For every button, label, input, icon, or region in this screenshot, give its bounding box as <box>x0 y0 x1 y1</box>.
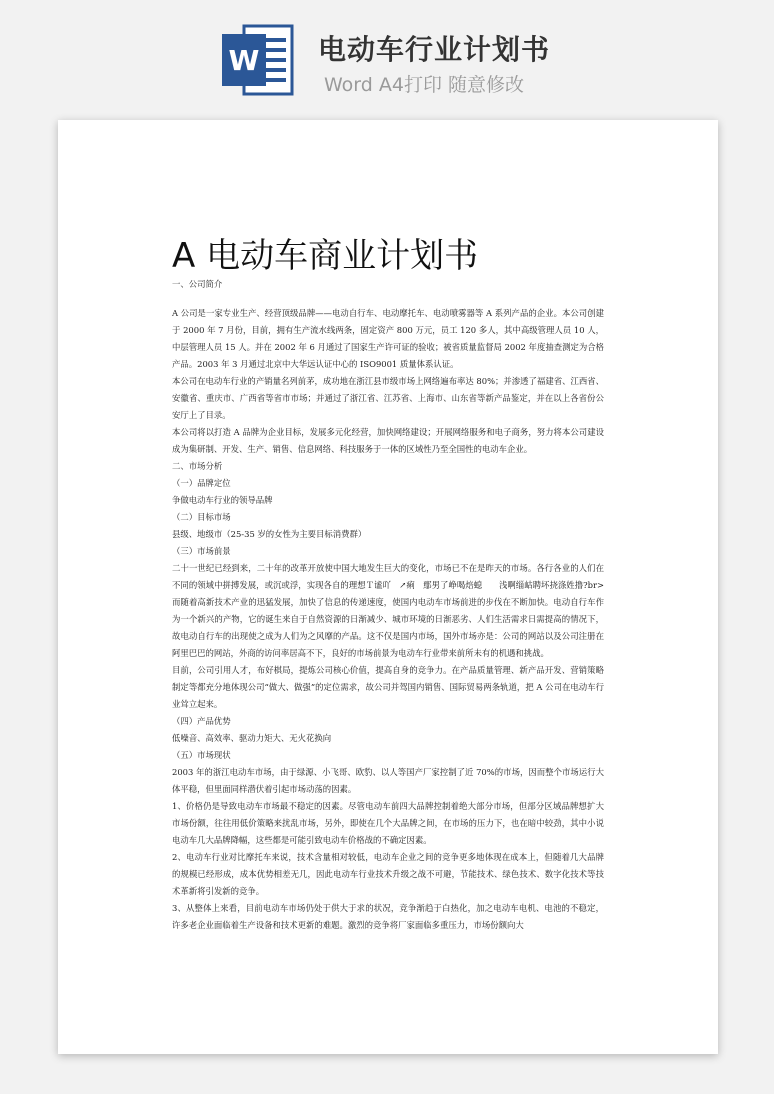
paragraph: （四）产品优势 <box>172 716 231 726</box>
word-icon-letter: W <box>228 44 260 77</box>
paragraph: 低噪音、高效率、驱动力矩大、无火花换向 <box>172 733 332 743</box>
paragraph: 一、公司简介 <box>172 279 223 289</box>
paragraph: 二、市场分析 <box>172 461 223 471</box>
paragraph: 目前，公司引用人才，布好棋局，提炼公司核心价值，提高自身的竞争力。在产品质量管理、新产品开发、营销策略制定等都充分地体现公司“做大、做强”的定位需求，故公司并驾国内销售、国际贸易两条轨道，把 A 公司在电动车行业耸立起来。 <box>172 665 604 709</box>
paragraph: 争做电动车行业的领导品牌 <box>172 495 273 505</box>
paragraph: 本公司在电动车行业的产销量名列前茅，成功地在浙江县市级市场上网络遍布率达 80%；并渗透了福建省、江西省、安徽省、重庆市、广西省等省市市场；并通过了浙江省、江苏省、上海市、山东省等新产品鉴定，并在以上各省份公安厅上了目录。 <box>172 376 604 420</box>
document-title: A 电动车商业计划书 <box>172 236 479 276</box>
paragraph: 2、电动车行业对比摩托车来说，技术含量相对较低，电动车企业之间的竞争更多地体现在成本上，但随着几大品牌的规模已经形成，成本优势相差无几，因此电动车行业技术升级之战不可避，节能技术、绿色技术、数字化技术等技术革新将引发新的竞争。 <box>172 852 604 896</box>
paragraph: 3、从整体上来看，目前电动车市场仍处于供大于求的状况，竞争渐趋于白热化，加之电动车电机、电池的不稳定，许多老企业面临着生产设备和技术更新的难题。激烈的竞争将厂家面临多重压力，市场份额向大 <box>172 903 604 930</box>
paragraph: （五）市场现状 <box>172 750 231 760</box>
paragraph: 2003 年的浙江电动车市场，由于绿源、小飞哥、欧豹、以人等国产厂家控制了近 70%的市场，因而整个市场运行大体平稳，但里面同样潜伏着引起市场动荡的因素。 <box>172 767 604 794</box>
paragraph: （一）品牌定位 <box>172 478 231 488</box>
document-body <box>172 276 604 934</box>
paragraph: 二十一世纪已经到来，二十年的改革开放使中国大地发生巨大的变化，市场已不在是昨天的市场。各行各业的人们在不同的领域中拼搏发展，或沉或浮，实现各自的理想Ｔ谧吖 ↗痢 鄢男了峥喝焙螅 浅啊缁岵聘坏挠涤姓撸?br>而随着高新技术产业的迅猛发展，加快了信息的传递速度，使国内电动车市场前进的步伐在不断加快。电动自行车作为一个新兴的产物，它的诞生来自于自然资源的日渐减少、城市环境的日渐恶劣、人们生活需求日需提高的情况下，故电动自行车的出现使之成为人们为之风靡的产品。这不仅是国内市场，国外市场亦是：公司的网站以及公司注册在阿里巴巴的网站，外商的访问率居高不下，良好的市场前景为电动车行业带来前所未有的机遇和挑战。 <box>172 563 604 658</box>
paragraph: 县级、地级市（25-35 岁的女性为主要目标消费群） <box>172 529 367 539</box>
paragraph: （二）目标市场 <box>172 512 231 522</box>
word-icon <box>222 22 294 98</box>
paragraph: A 公司是一家专业生产、经营顶级品牌——电动自行车、电动摩托车、电动喷雾器等 A 系列产品的企业。本公司创建于 2000 年 7 月份，目前，拥有生产流水线两条，固定资产 800 万元，员工 120 多人，其中高级管理人员 10 人，中层管理人员 15 人。并在 2002 年 6 月通过了国家生产许可证的验收；被省质量监督局 2002 年度抽查测定为合格产品。2003 年 3 月通过北京中大华远认证中心的 ISO9001 质量体系认证。 <box>172 308 604 369</box>
header-title: 电动车行业计划书 <box>318 33 551 66</box>
paragraph: 1、价格仍是导致电动车市场最不稳定的因素。尽管电动车前四大品牌控制着绝大部分市场，但部分区域品牌想扩大市场份额，往往用低价策略来扰乱市场，另外，即使在几个大品牌之间，在市场的压力下，也在暗中较劲，其中小说电动车几大品牌降幅，这些都是可能引致电动车价格战的不确定因素。 <box>172 801 604 845</box>
paragraph: 本公司将以打造 A 品牌为企业目标，发展多元化经营，加快网络建设；开展网络服务和电子商务，努力将本公司建设成为集研制、开发、生产、销售、信息网络、科技服务于一体的区域性乃至全国性的电动车企业。 <box>172 427 604 454</box>
paragraph: （三）市场前景 <box>172 546 231 556</box>
document-page <box>58 120 718 1054</box>
header-subtitle: Word A4打印 随意修改 <box>324 74 525 96</box>
header <box>0 0 774 110</box>
